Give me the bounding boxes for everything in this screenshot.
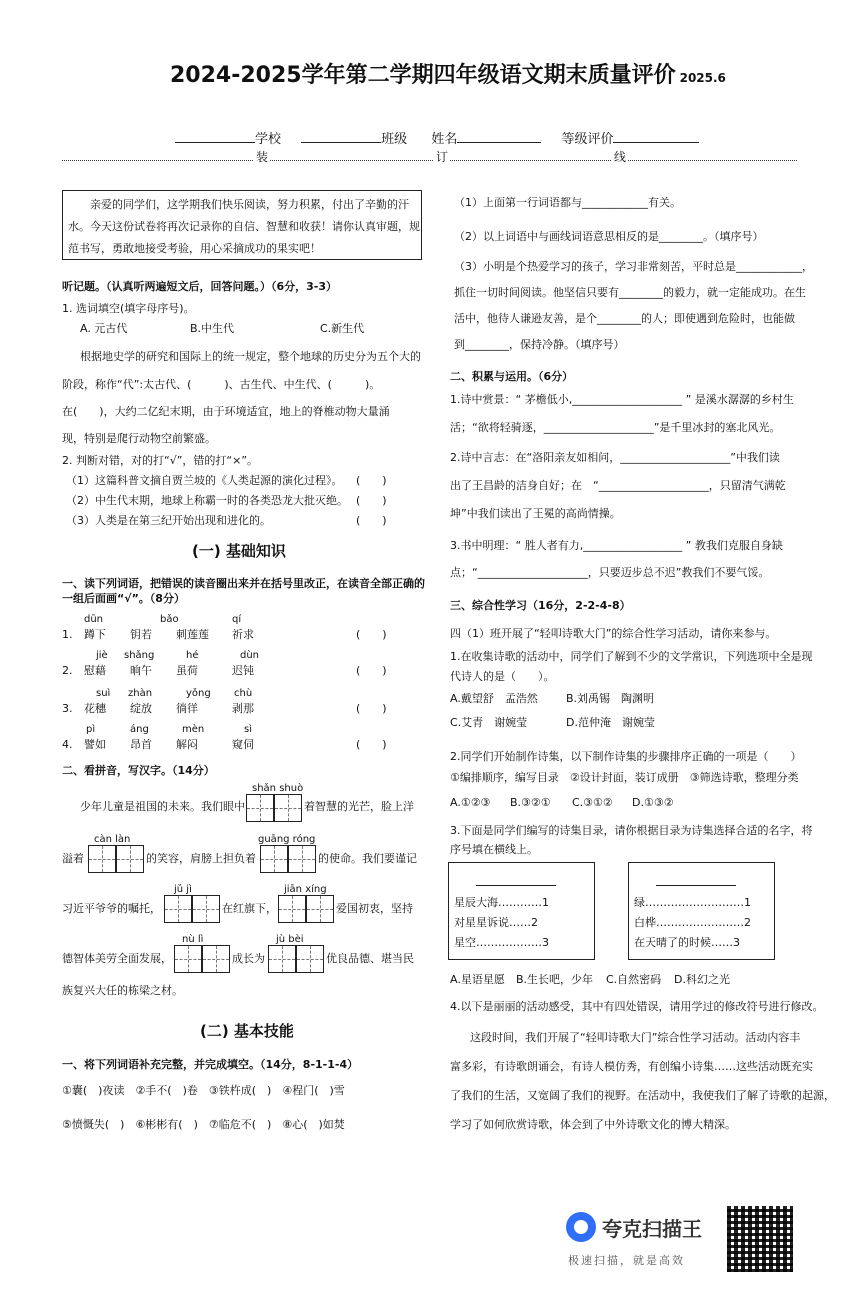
answer-paren[interactable]: ( )	[356, 702, 387, 715]
pinyin: qí	[232, 614, 242, 625]
word: 绽放	[130, 702, 152, 715]
comp-option: B.③②①	[510, 796, 551, 809]
passage-text: 少年儿童是祖国的未来。我们眼中	[80, 800, 245, 813]
acc-line: 点；“____________________，只要迈步总不迟”教我们不要气馁。	[450, 566, 770, 579]
school-label: 学校	[255, 132, 282, 147]
scanner-brand: 夸克扫描王	[602, 1217, 702, 1241]
word: 剥那	[232, 702, 254, 715]
word: 解闷	[176, 738, 198, 751]
comp-passage: 富多彩，有诗歌朗诵会，有诗人模仿秀，有创编小诗集……这些活动既充实	[450, 1060, 813, 1073]
passage-text: 爱国初衷，坚持	[336, 902, 413, 915]
row-number: 3.	[62, 702, 73, 715]
pinyin: hé	[186, 650, 199, 661]
pinyin: shǎng	[124, 650, 155, 661]
binding-mark: 订	[436, 150, 449, 164]
char-grid[interactable]	[268, 945, 324, 973]
qr-code-icon	[727, 1206, 793, 1272]
word: 迟钝	[232, 664, 254, 677]
comp-q1: 1.在收集诗歌的活动中，同学们了解到不少的文学常识，下列选项中全是现	[450, 650, 813, 663]
judge-item: （1）这篇科普文摘自贾兰坡的《人类起源的演化过程》。	[66, 474, 343, 487]
row-number: 1.	[62, 628, 73, 641]
comp-option: B.生长吧，少年	[516, 973, 594, 986]
toc-entry: 在天晴了的时候……3	[634, 936, 740, 949]
comp-q2: ①编排顺序，编写目录 ②设计封面，装订成册 ③筛选诗歌，整理分类	[450, 771, 799, 784]
exam-date: 2025.6	[679, 71, 726, 85]
char-grid[interactable]	[88, 845, 144, 873]
word: 譬如	[84, 738, 106, 751]
scanner-slogan: 极速扫描，就是高效	[568, 1254, 685, 1267]
comp-option: C.艾青 谢婉莹	[450, 716, 528, 729]
comp-intro: 四（1）班开展了“轻叩诗歌大门”的综合性学习活动，请你来参与。	[450, 627, 777, 640]
judge-item: （3）人类是在第三纪开始出现和进化的。	[66, 514, 271, 527]
pinyin: jù bèi	[276, 934, 304, 945]
acc-line: 出了王昌龄的洁身自好；在 “____________________，只留清气满乾	[450, 479, 786, 492]
option-c: C.新生代	[320, 322, 365, 335]
right-q3: 抓住一切时间阅读。他坚信只要有________的毅力，就一定能成功。在生	[454, 286, 806, 299]
pinyin: càn làn	[94, 834, 131, 845]
listening-q2: 2. 判断对错，对的打“√”，错的打“×”。	[62, 454, 259, 467]
acc-line: 2.诗中言志：在“洛阳亲友如相问，____________________”中我们读	[450, 451, 780, 464]
answer-paren[interactable]: ( )	[356, 474, 387, 487]
pinyin: dùn	[240, 650, 260, 661]
idiom-row: ①囊( )夜读 ②手不( )卷 ③铁杵成( ) ④程门( )雪	[62, 1084, 345, 1097]
school-blank[interactable]	[175, 142, 255, 143]
toc-entry: 星空………………3	[454, 936, 549, 949]
answer-paren[interactable]: ( )	[356, 494, 387, 507]
comp-option: A.星语星愿	[450, 973, 505, 986]
pinyin: dūn	[84, 614, 104, 625]
word: 花穗	[84, 702, 106, 715]
comprehensive-heading: 三、综合性学习（16分，2-2-4-8）	[450, 599, 631, 612]
binding-mark: 装	[256, 150, 269, 164]
comp-q1: 代诗人的是（ ）。	[450, 670, 555, 683]
grade-blank[interactable]	[613, 142, 699, 143]
pinyin: jǔ jì	[174, 884, 192, 895]
word: 徜徉	[176, 702, 198, 715]
grade-label: 等级评价	[561, 132, 614, 147]
pinyin: bǎo	[160, 614, 179, 625]
passage-text: 在红旗下，	[222, 902, 277, 915]
passage-text: 的使命。我们要谨记	[318, 852, 417, 865]
toc-entry: 绿………………………1	[634, 896, 751, 909]
word: 窥伺	[232, 738, 254, 751]
char-grid[interactable]	[260, 845, 316, 873]
toc-title-blank[interactable]	[656, 885, 736, 886]
comp-passage: 学习了如何欣赏诗歌，体会到了中外诗歌文化的博大精深。	[450, 1118, 736, 1131]
pinyin: jiè	[96, 650, 108, 661]
pinyin: guāng róng	[258, 834, 316, 845]
pinyin: shǎn shuò	[252, 783, 304, 794]
row-number: 2.	[62, 664, 73, 677]
passage-text: 习近平爷爷的嘱托，	[62, 902, 161, 915]
word: 刺莲莲	[176, 628, 209, 641]
scanner-logo-icon	[566, 1212, 596, 1242]
comp-option: C.③①②	[572, 796, 613, 809]
comp-option: A.①②③	[450, 796, 491, 809]
word: 慰藉	[84, 664, 106, 677]
passage-text: 的笑容，肩膀上担负着	[146, 852, 256, 865]
passage-line: 阶段，称作“代”:太古代、( )、古生代、中生代、( )。	[62, 378, 381, 391]
passage-text: 德智体美劳全面发展，	[62, 952, 172, 965]
comp-option: D.范仲淹 谢婉莹	[566, 716, 655, 729]
passage-line: 在( )，大约二亿纪末期，由于环境适宜，地上的脊椎动物大量涌	[62, 405, 390, 418]
row-number: 4.	[62, 738, 73, 751]
word: 虽荷	[176, 664, 198, 677]
pinyin: chù	[234, 688, 253, 699]
section2-q1-heading: 一、将下列词语补充完整，并完成填空。（14分，8-1-1-4）	[62, 1058, 359, 1071]
right-q3: （3）小明是个热爱学习的孩子，学习非常刻苦，平时总是____________，	[454, 260, 813, 273]
pinyin: yǒng	[186, 688, 211, 699]
toc-entry: 星辰大海…………1	[454, 896, 549, 909]
comp-passage: 这段时间，我们开展了“轻叩诗歌大门”综合性学习活动。活动内容丰	[470, 1031, 801, 1044]
binding-line	[62, 160, 797, 161]
acc-line: 坤”中我们读出了王冕的高尚情操。	[450, 507, 621, 520]
right-q3: 到________，保持冷静。（填序号）	[454, 338, 625, 351]
class-blank[interactable]	[301, 142, 381, 143]
char-grid[interactable]	[246, 794, 302, 822]
comp-option: C.自然密码	[606, 973, 662, 986]
pinyin: pì	[86, 724, 96, 735]
comp-option: D.①③②	[632, 796, 674, 809]
acc-line: 1.诗中赏景：“ 茅檐低小,____________________ ” 是溪水潺潺的乡村生	[450, 393, 794, 406]
q1-heading: 一、读下列词语，把错误的读音圈出来并在括号里改正，在读音全部正确的	[62, 577, 425, 590]
word: 钥若	[130, 628, 152, 641]
passage-text: 族复兴大任的栋梁之材。	[62, 984, 183, 997]
comp-option: A.戴望舒 孟浩然	[450, 692, 538, 705]
word: 蹲下	[84, 628, 106, 641]
right-q3: 活中，他待人谦逊友善，是个________的人；即使遇到危险时，也能做	[454, 312, 795, 325]
passage-text: 着智慧的光芒，脸上洋	[304, 800, 414, 813]
pinyin: nù lì	[182, 934, 204, 945]
comp-passage: 了我们的生活，又宽阔了我们的视野。在活动中，我使我们了解了诗歌的起源，	[450, 1089, 835, 1102]
intro-line: 亲爱的同学们，这学期我们快乐阅读，努力积累，付出了辛勤的汗	[90, 198, 409, 211]
intro-line: 水。今天这份试卷将再次记录你的自信、智慧和收获！请你认真审题，规	[68, 220, 420, 233]
pinyin: sì	[244, 724, 252, 735]
acc-line: 活；“欲将轻骑逐，____________________”是千里冰封的塞北风光。	[450, 421, 781, 434]
pinyin: suì	[96, 688, 111, 699]
pinyin: jiān xíng	[284, 884, 327, 895]
binding-mark: 线	[614, 150, 627, 164]
listening-heading: 听记题。（认真听两遍短文后，回答问题。）（6分，3-3）	[62, 280, 338, 293]
comp-q2: 2.同学们开始制作诗集，以下制作诗集的步骤排序正确的一项是（ ）	[450, 750, 802, 763]
comp-option: D.科幻之光	[674, 973, 730, 986]
listening-q1: 1. 选词填空(填字母序号)。	[62, 302, 195, 315]
accumulation-heading: 二、积累与运用。（6分）	[450, 370, 574, 383]
acc-line: 3.书中明理：“ 胜人者有力,__________________ ” 教我们克服自身缺	[450, 539, 783, 552]
char-grid[interactable]	[164, 895, 220, 923]
answer-paren[interactable]: ( )	[356, 514, 387, 527]
toc-title-blank[interactable]	[476, 885, 556, 886]
q1-heading: 一组后面画“√”。（8分）	[62, 592, 185, 605]
q2-heading: 二、看拼音，写汉字。（14分）	[62, 764, 215, 777]
comp-q3: 3.下面是同学们编写的诗集目录，请你根据目录为诗集选择合适的名字，将	[450, 824, 813, 837]
comp-q4: 4.以下是丽丽的活动感受，其中有四处错误，请用学过的修改符号进行修改。	[450, 1000, 824, 1013]
passage-text: 成长为	[232, 952, 265, 965]
passage-line: 现，特别是爬行动物空前繁盛。	[62, 432, 216, 445]
answer-paren[interactable]: ( )	[356, 738, 387, 751]
right-q1: （1）上面第一行词语都与____________有关。	[454, 196, 681, 209]
class-label: 班级	[381, 132, 408, 147]
option-a: A. 元古代	[80, 322, 128, 335]
passage-text: 优良品德、堪当民	[326, 952, 414, 965]
name-blank[interactable]	[457, 142, 541, 143]
answer-paren[interactable]: ( )	[356, 628, 387, 641]
pinyin: mèn	[182, 724, 205, 735]
intro-line: 范书写，勇敢地接受考验，用心采摘成功的果实吧！	[68, 242, 321, 255]
toc-entry: 对星星诉说……2	[454, 916, 538, 929]
header-fields	[175, 132, 699, 148]
char-grid[interactable]	[174, 945, 230, 973]
word: 昂首	[130, 738, 152, 751]
idiom-row: ⑤愤慨失( ) ⑥彬彬有( ) ⑦临危不( ) ⑧心( )如焚	[62, 1118, 345, 1131]
section-basic-knowledge: (一) 基础知识	[192, 542, 286, 560]
page-title: 2024-2025学年第二学期四年级语文期末质量评价 2025.6	[170, 63, 726, 88]
char-grid[interactable]	[278, 895, 334, 923]
comp-q3: 序号填在横线上。	[450, 843, 538, 856]
section-basic-skills: (二) 基本技能	[200, 1022, 294, 1040]
passage-text: 溢着	[62, 852, 84, 865]
answer-paren[interactable]: ( )	[356, 664, 387, 677]
name-label: 姓名	[431, 132, 458, 147]
option-b: B.中生代	[190, 322, 235, 335]
pinyin: zhàn	[128, 688, 153, 699]
passage-line: 根据地史学的研究和国际上的统一规定，整个地球的历史分为五个大的	[80, 350, 421, 363]
right-q2: （2）以上词语中与画线词语意思相反的是________。（填序号）	[454, 230, 764, 243]
comp-option: B.刘禹锡 陶渊明	[566, 692, 655, 705]
pinyin: áng	[130, 724, 149, 735]
word: 祈求	[232, 628, 254, 641]
word: 晌午	[130, 664, 152, 677]
judge-item: （2）中生代末期，地球上称霸一时的各类恐龙大批灭绝。	[66, 494, 348, 507]
toc-entry: 白桦……………………2	[634, 916, 751, 929]
